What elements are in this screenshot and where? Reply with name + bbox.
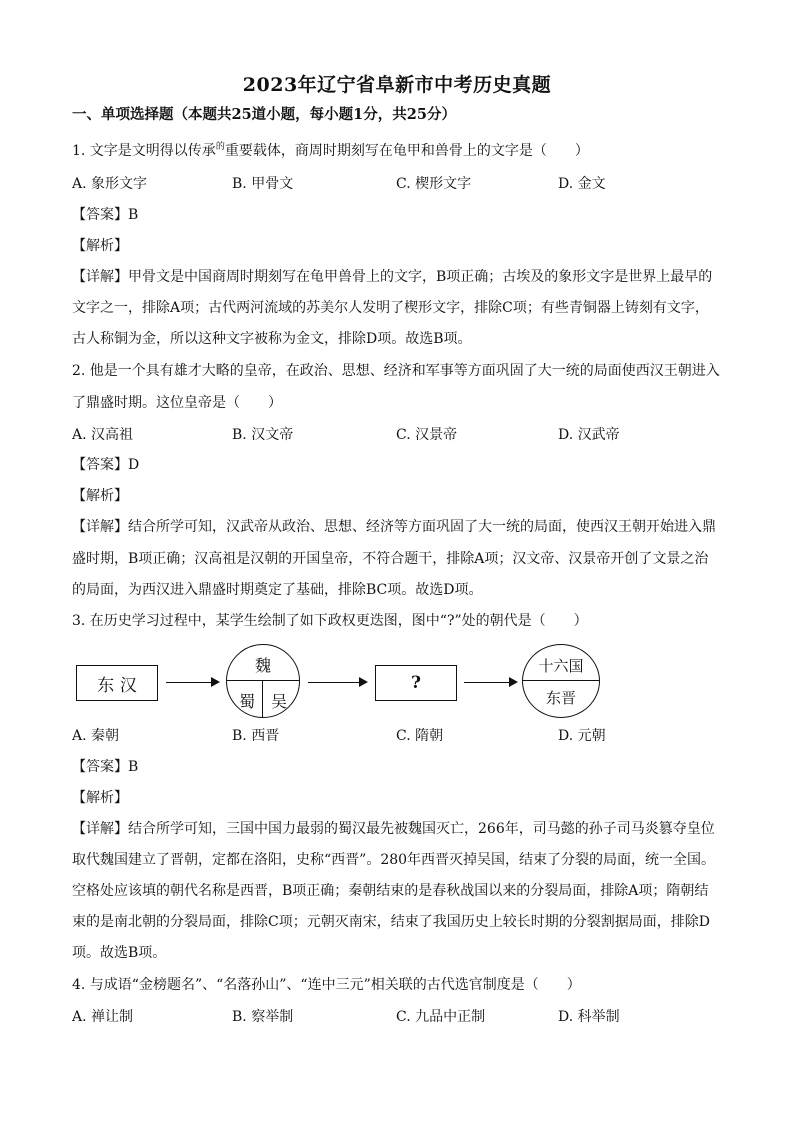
q3-option-c: C. 隋朝 [396, 728, 444, 744]
q3-detail-line: 空格处应该填的朝代名称是西晋，B项正确；秦朝结束的是春秋战国以来的分裂局面，排除A项；隋朝结 [72, 883, 709, 899]
circle-divider-vertical [262, 681, 263, 718]
q3-detail-line: 【详解】结合所学可知，三国中国力最弱的蜀汉最先被魏国灭亡，266年，司马懿的孙子司马炎篡夺皇位 [72, 821, 715, 837]
label-shu: 蜀 [238, 692, 255, 711]
question-1-stem: 1. 文字是文明得以传承$^的$重要载体，商周时期刻写在龟甲和兽骨上的文字是（ ） [72, 142, 589, 159]
arrow-icon [166, 682, 218, 683]
q2-detail-line: 的局面，为西汉进入鼎盛时期奠定了基础，排除BC项。故选D项。 [72, 582, 483, 598]
circle-divider-horizontal [227, 680, 299, 681]
q4-option-b: B. 察举制 [232, 1009, 294, 1025]
q2-answer: 【答案】D [72, 457, 140, 473]
circle-divider-horizontal [523, 680, 599, 681]
label-sixteen-kingdoms: 十六国 [538, 657, 584, 675]
q1-answer: 【答案】B [72, 207, 139, 223]
q1-option-d: D. 金文 [558, 176, 606, 192]
label-wu: 吴 [270, 692, 287, 711]
question-2-stem: 了鼎盛时期。这位皇帝是（ ） [72, 395, 282, 411]
q2-detail-line: 【详解】结合所学可知，汉武帝从政治、思想、经济等方面巩固了大一统的局面，使西汉王朝开始进入鼎 [72, 519, 716, 535]
q3-detail-line: 项。故选B项。 [72, 945, 167, 961]
page-title: 2023年辽宁省阜新市中考历史真题 [242, 74, 552, 96]
q3-analysis-label: 【解析】 [72, 790, 128, 806]
q3-option-b: B. 西晋 [232, 728, 280, 744]
section-heading: 一、单项选择题（本题共25道小题，每小题1分，共25分） [72, 106, 456, 123]
diagram-circle-three-kingdoms [226, 644, 300, 718]
question-4-stem: 4. 与成语“金榜题名”、“名落孙山”、“连中三元”相关联的古代选官制度是（ ） [72, 977, 581, 993]
q2-detail-line: 盛时期，B项正确；汉高祖是汉朝的开国皇帝，不符合题干，排除A项；汉文帝、汉景帝开创了文景之治 [72, 551, 709, 567]
q3-detail-line: 取代魏国建立了晋朝，定都在洛阳，史称“西晋”。280年西晋灭掉吴国，结束了分裂的局面，统一全国。 [72, 852, 716, 868]
q4-option-c: C. 九品中正制 [396, 1009, 486, 1025]
q2-option-a: A. 汉高祖 [72, 427, 134, 443]
q3-option-a: A. 秦朝 [72, 728, 120, 744]
diagram-box-donghan: 东 汉 [76, 665, 158, 701]
q1-option-b: B. 甲骨文 [232, 176, 294, 192]
q1-analysis-label: 【解析】 [72, 238, 128, 254]
diagram-circle-jin [522, 644, 600, 718]
q4-option-d: D. 科举制 [558, 1009, 620, 1025]
q2-analysis-label: 【解析】 [72, 488, 128, 504]
arrow-icon [464, 682, 516, 683]
q1-detail-line: 【详解】甲骨文是中国商周时期刻写在龟甲兽骨上的文字，B项正确；古埃及的象形文字是世界上最早的 [72, 269, 713, 285]
arrow-icon [308, 682, 366, 683]
q3-answer: 【答案】B [72, 759, 139, 775]
diagram-box-unknown: ? [375, 665, 457, 701]
q1-detail-line: 古人称铜为金，所以这种文字被称为金文，排除D项。故选B项。 [72, 331, 472, 347]
q2-option-d: D. 汉武帝 [558, 427, 620, 443]
q2-option-b: B. 汉文帝 [232, 427, 294, 443]
q2-option-c: C. 汉景帝 [396, 427, 458, 443]
label-wei: 魏 [254, 656, 271, 675]
label-dongjin: 东晋 [545, 689, 576, 707]
question-1-superscript: 的 [215, 142, 225, 152]
q4-option-a: A. 禅让制 [72, 1009, 134, 1025]
q1-detail-line: 文字之一，排除A项；古代两河流域的苏美尔人发明了楔形文字，排除C项；有些青铜器上铸刻有文字， [72, 300, 709, 316]
question-2-stem: 2. 他是一个具有雄才大略的皇帝，在政治、思想、经济和军事等方面巩固了大一统的局面使西汉王朝进入 [72, 363, 720, 379]
question-3-stem: 3. 在历史学习过程中，某学生绘制了如下政权更迭图，图中“?”处的朝代是（ ） [72, 613, 588, 629]
q1-option-c: C. 楔形文字 [396, 176, 472, 192]
q3-detail-line: 束的是南北朝的分裂局面，排除C项；元朝灭南宋，结束了我国历史上较长时期的分裂割据局面，排除D [72, 914, 710, 930]
q3-option-d: D. 元朝 [558, 728, 606, 744]
regime-succession-diagram [70, 640, 610, 720]
q1-option-a: A. 象形文字 [72, 176, 148, 192]
